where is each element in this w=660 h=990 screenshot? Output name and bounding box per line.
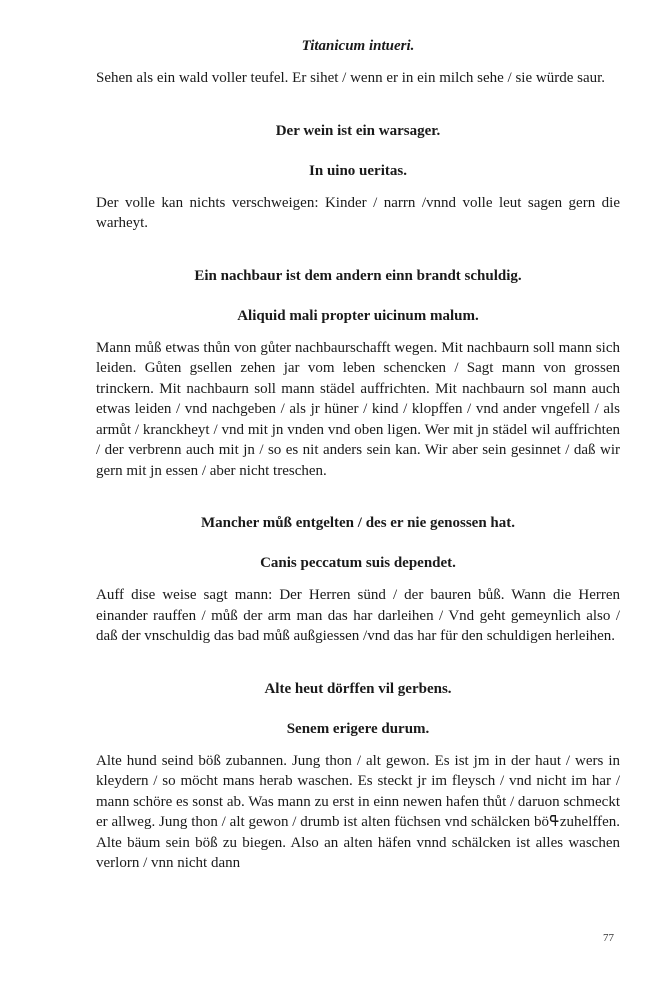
section-5-text: Alte hund seind böß zubannen. Jung thon / alt gewon. Es ist jm in der haut / wers in kleydern / so möcht mans herab waschen. Es steckt jr im fleysch / vnd nicht im har / mann schöre es sonst ab. Was mann zu erst in einn newen hafen thůt / daruon schmeckt er allweg. Jung thon / alt gewon / drumb ist alten füchsen vnd schälcken böߟzuhelffen. Alte bäum sein böß zu biegen. Also an alten häfen vnnd schälcken ist alles waschen verlorn / vnn nicht dann xyxy=(96,752,620,871)
section-4-subheading: Canis peccatum suis dependet. xyxy=(260,555,456,571)
section-2-text: Der volle kan nichts verschweigen: Kinder / narrn /vnnd volle leut sagen gern die warheyt. xyxy=(96,194,620,231)
section-2-heading: Der wein ist ein warsager. xyxy=(275,122,441,139)
page-body xyxy=(96,36,620,874)
section-3-subheading: Aliquid mali propter uicinum malum. xyxy=(237,307,479,324)
section-5-subheading: Senem erigere durum. xyxy=(286,720,430,737)
section-3-text: Mann můß etwas thůn von gůter nachbaurschafft wegen. Mit nachbaurn soll mann sich leiden. Gůten gsellen zehen jar vom leben schencken / Sagt mann von grossen trinckern. Mit nachbaurn soll mann städel auffrichten. Mit nachbaurn sol mann auch etwas leiden / vnd nachgeben / als jr hüner / kind / klopffen / vnd ander vngefell / als armůt / kranckheyt / vnd mit jn vnden vnd oben ligen. Wer mit jn städel wil auffrichten / der verbrenn auch mit jn / so es nit anders sein kan. Wir aber sein gesinnet / daß wir gern mit jn essen / aber nicht treschen. xyxy=(96,339,620,479)
section-1-heading: Titanicum intueri. xyxy=(301,38,415,54)
section-4-heading: Mancher můß entgelten / des er nie genossen hat. xyxy=(200,515,516,531)
page-number: 77 xyxy=(603,932,614,944)
section-4-text: Auff dise weise sagt mann: Der Herren sünd / der bauren bůß. Wann die Herren einander rauffen / můß der arm man das har darleihen / Vnd geht gemeynlich also / daß der vnschuldig das bad můß außgiessen /vnd das har für den schuldigen herleihen. xyxy=(96,587,620,644)
section-2-subheading: In uino ueritas. xyxy=(309,162,407,179)
section-1-text: Sehen als ein wald voller teufel. Er sihet / wenn er in ein milch sehe / sie würde saur. xyxy=(96,70,606,86)
section-5-heading: Alte heut dörffen vil gerbens. xyxy=(264,680,452,697)
section-3-heading: Ein nachbaur ist dem andern einn brandt schuldig. xyxy=(194,267,522,284)
